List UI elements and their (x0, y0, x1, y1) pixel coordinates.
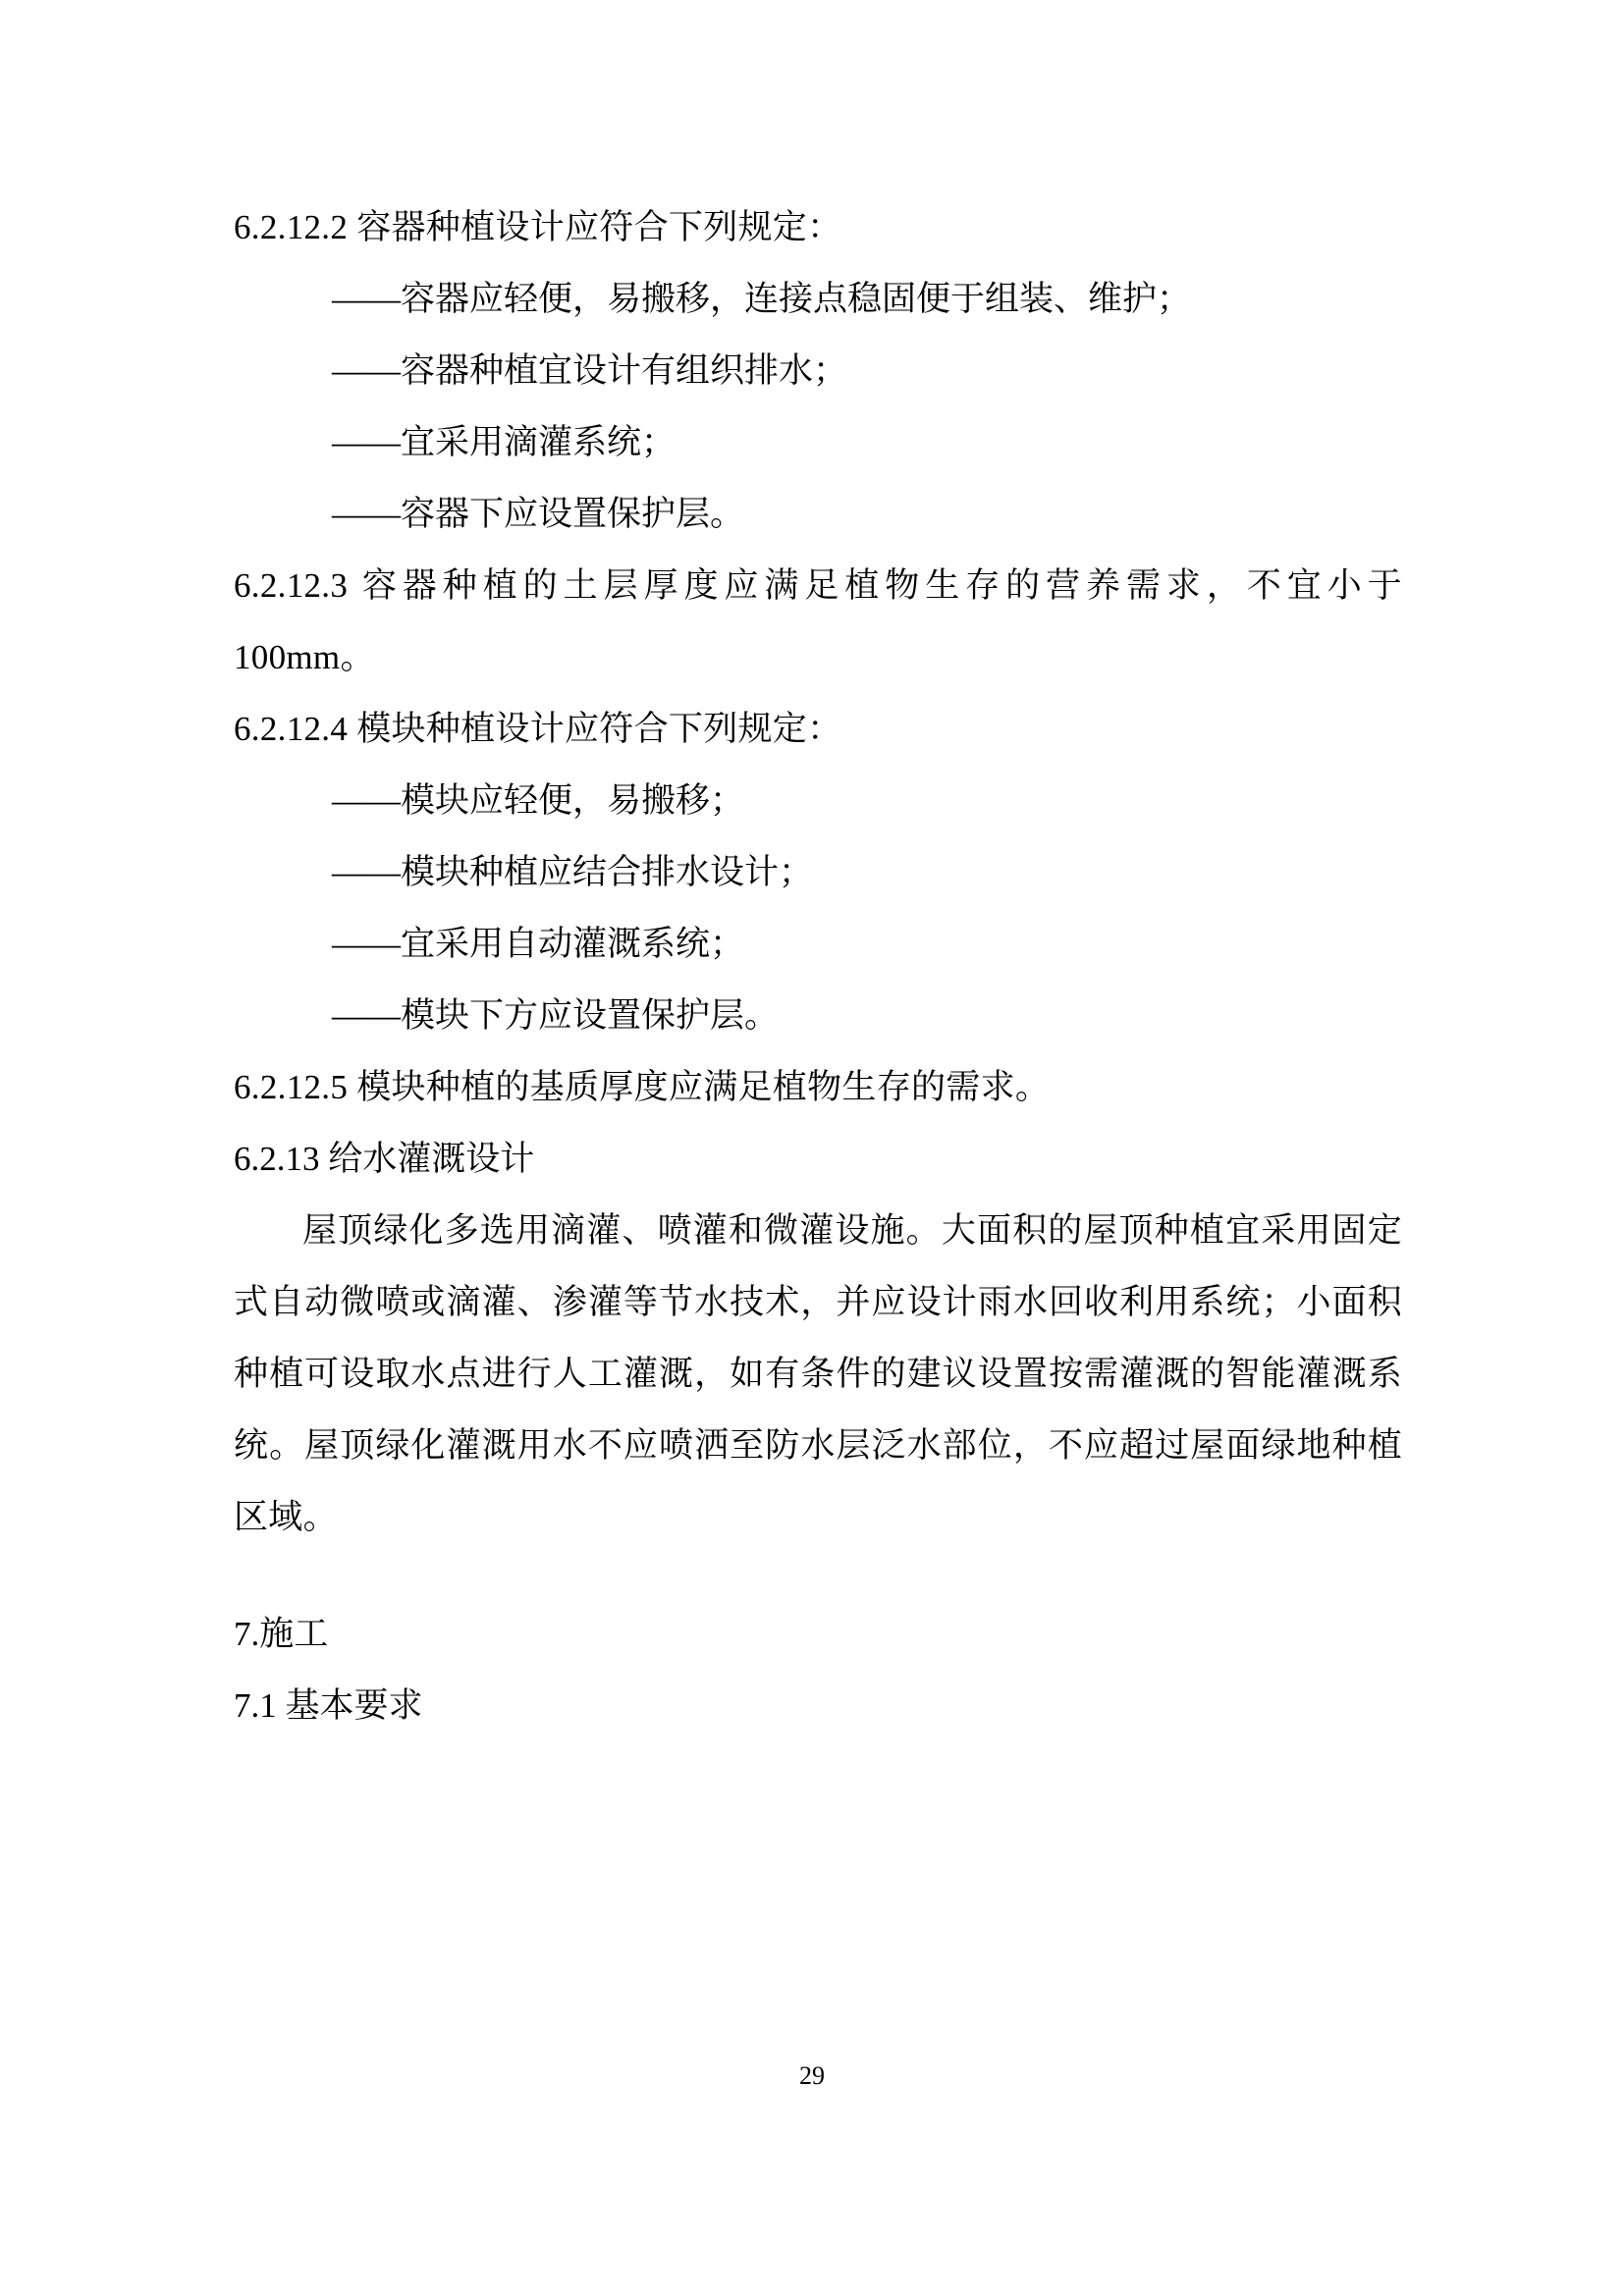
heading-6-2-13: 6.2.13 给水灌溉设计 (234, 1140, 535, 1178)
list-item: ——宜采用自动灌溉系统； (332, 925, 745, 963)
list-item: ——模块应轻便，易搬移； (332, 781, 745, 820)
clause-6-2-12-5: 6.2.12.5 模块种植的基质厚度应满足植物生存的需求。 (234, 1068, 1051, 1106)
list-item: ——容器应轻便，易搬移，连接点稳固便于组装、维护； (332, 280, 1192, 318)
page-number: 29 (799, 2061, 825, 2090)
list-item: ——容器种植宜设计有组织排水； (332, 351, 848, 390)
clause-6-2-12-3: 6.2.12.3 容器种植的土层厚度应满足植物生存的营养需求，不宜小于 100mm。 (234, 566, 1402, 676)
clause-6-2-12-2: 6.2.12.2 容器种植设计应符合下列规定： (234, 208, 842, 246)
heading-7-1: 7.1 基本要求 (234, 1686, 423, 1725)
clause-6-2-12-4: 6.2.12.4 模块种植设计应符合下列规定： (234, 710, 842, 748)
list-item: ——模块下方应设置保护层。 (332, 996, 780, 1035)
paragraph-irrigation: 屋顶绿化多选用滴灌、喷灌和微灌设施。大面积的屋顶种植宜采用固定式自动微喷或滴灌、渗灌等节水技术，并应设计雨水回收利用系统；小面积种植可设取水点进行人工灌溉，如有条件的建议设置按需灌溉的智能灌溉系统。屋顶绿化灌溉用水不应喷洒至防水层泛水部位，不应超过屋面绿地种植区域。 (234, 1211, 1402, 1536)
page-body (234, 191, 1402, 1741)
list-item: ——宜采用滴灌系统； (332, 423, 677, 461)
heading-7: 7.施工 (234, 1615, 329, 1653)
list-item: ——容器下应设置保护层。 (332, 495, 745, 533)
list-item: ——模块种植应结合排水设计； (332, 853, 814, 891)
